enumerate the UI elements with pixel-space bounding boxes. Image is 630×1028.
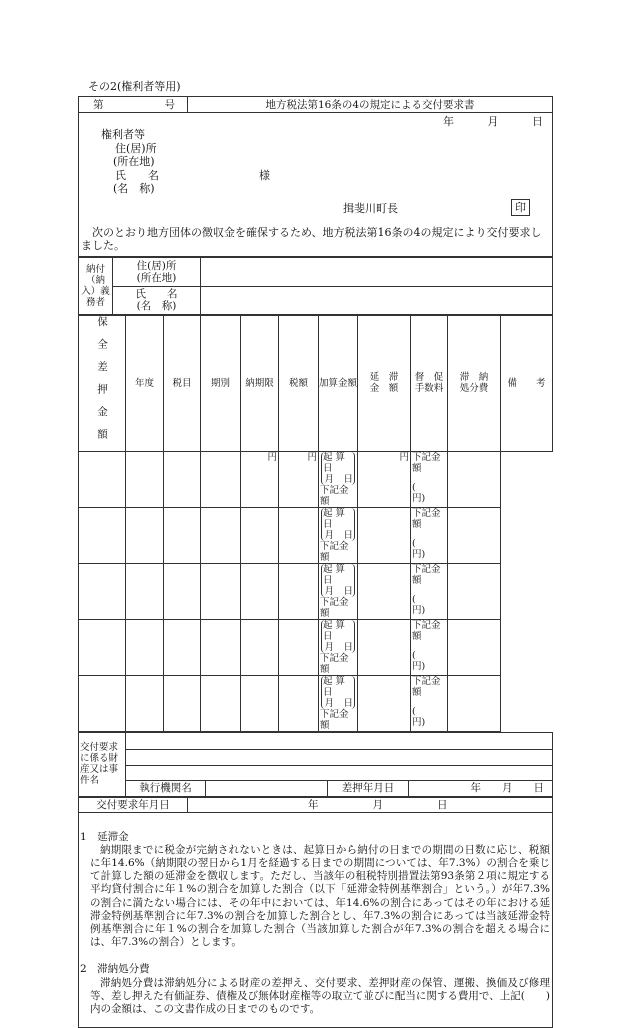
paren-yen-label: ( 円)	[412, 705, 435, 728]
paren-yen-label: ( 円)	[412, 649, 435, 672]
seizure-date-value[interactable]: 年 月 日	[409, 780, 553, 796]
table-cell[interactable]	[411, 507, 448, 563]
issuer-name: 揖斐川町長	[343, 201, 398, 215]
month-day-label: 月 日	[324, 529, 353, 541]
addressee-section	[78, 113, 553, 257]
below-amount-label: 下記金額	[320, 596, 349, 619]
obligor-label: 納付（納入）義務者	[79, 257, 113, 314]
document-title: 地方税法第16条の4の規定による交付要求書	[188, 97, 553, 113]
property-line-3[interactable]	[126, 765, 553, 780]
table-cell[interactable]	[358, 619, 411, 675]
column-header: 加算金額	[319, 315, 358, 451]
table-cell[interactable]	[319, 563, 358, 619]
obligor-address-text: 住(居)所	[136, 259, 177, 272]
protection-table	[78, 315, 553, 732]
table-cell[interactable]	[358, 563, 411, 619]
start-date-bracket	[321, 564, 355, 597]
table-row	[79, 507, 553, 563]
table-cell[interactable]	[279, 507, 319, 563]
table-cell[interactable]	[164, 451, 201, 507]
table-cell[interactable]	[358, 451, 411, 507]
column-header: 督 促 手数料	[411, 315, 448, 451]
table-cell[interactable]	[448, 675, 501, 731]
table-cell[interactable]	[79, 563, 126, 619]
note-disposition-fee-body: 滞納処分費は滞納処分による財産の差押え、交付要求、差押財産の保管、運搬、換価及び修理等、差し押えた有価証券、債権及び無体財産権等の取立て並びに配当に関する費用で、上記( )内の金額は、この文書作成の日までのものです。	[90, 976, 550, 1015]
below-amount-label: 下記金額	[320, 652, 349, 675]
addressee-name-sub: (名 称)	[113, 182, 155, 195]
start-date-bracket	[321, 676, 355, 709]
table-cell[interactable]	[126, 563, 164, 619]
obligor-address-label	[113, 257, 201, 286]
request-date-table	[78, 797, 553, 813]
date-day: 日	[532, 115, 543, 128]
column-header: 税額	[279, 315, 319, 451]
table-row	[79, 619, 553, 675]
exec-org-label: 執行機関名	[126, 780, 206, 796]
table-cell[interactable]	[241, 451, 279, 507]
request-year: 年	[308, 798, 319, 811]
addressee-labels	[81, 128, 550, 196]
paren-yen-label: ( 円)	[412, 481, 435, 504]
table-cell[interactable]	[411, 563, 448, 619]
obligor-address-value[interactable]	[201, 257, 553, 286]
table-cell[interactable]	[126, 675, 164, 731]
below-amount-label: 下記金額	[412, 451, 441, 474]
request-month: 月	[372, 798, 383, 811]
month-day-label: 月 日	[324, 585, 353, 597]
table-cell[interactable]	[319, 507, 358, 563]
below-amount-label: 下記金額	[320, 540, 349, 563]
property-line-2[interactable]	[126, 749, 553, 765]
column-header: 期別	[201, 315, 241, 451]
intro-text: 次のとおり地方団体の徴収金を確保するため、地方税法第16条の4の規定により交付要求しました。	[81, 225, 542, 252]
note-disposition-fee-title: 2 滞納処分費	[80, 963, 150, 976]
issue-date	[443, 115, 543, 128]
property-line-1[interactable]	[126, 732, 553, 749]
start-date-label: 起 算 日	[323, 507, 346, 530]
table-cell[interactable]	[201, 507, 241, 563]
seizure-date-label: 差押年月日	[328, 780, 409, 796]
table-cell[interactable]	[79, 675, 126, 731]
table-cell[interactable]	[164, 675, 201, 731]
table-cell[interactable]	[241, 675, 279, 731]
obligor-name-value[interactable]	[201, 286, 553, 314]
number-prefix: 第	[93, 98, 104, 111]
table-cell[interactable]	[79, 507, 126, 563]
table-cell[interactable]	[164, 619, 201, 675]
table-cell[interactable]	[126, 619, 164, 675]
table-cell[interactable]	[358, 675, 411, 731]
column-header: 延 滞 金 額	[358, 315, 411, 451]
table-cell[interactable]	[279, 619, 319, 675]
column-header: 納期限	[241, 315, 279, 451]
table-cell[interactable]	[241, 507, 279, 563]
column-header: 税目	[164, 315, 201, 451]
addressee-address-sub: (所在地)	[113, 155, 155, 168]
below-amount-label: 下記金額	[412, 563, 441, 586]
table-row	[79, 675, 553, 731]
note-late-fee-body: 納期限までに税金が完納されないときは、起算日から納付の日までの期間の日数に応じ、税額に年14.6%（納期限の翌日から1月を経過する日までの期間については、年7.3%）の割合を乗じて計算した額の延滞金を徴収します。ただし、当該年の租税特別措置法第93条第２項に規定する平均貸付割合に年１%の割合を加算した割合（以下「延滞金特例基準割合」という。）が年7.3%の割合に満たない場合には、その年中においては、年14.6%の割合にあってはその年における延滞金特例基準割合に年7.3%の割合を加算した割合とし、年7.3%の割合にあっては当該延滞金特例基準割合に年１%の割合を加算した割合（当該加算した割合が年7.3%の割合を超える場合には、年7.3%の割合）とします。	[90, 843, 550, 949]
start-date-label: 起 算 日	[323, 675, 346, 698]
table-cell[interactable]	[241, 619, 279, 675]
honorific: 様	[259, 168, 270, 182]
form-label: その2(権利者等用)	[88, 80, 181, 93]
exec-org-value[interactable]	[206, 780, 328, 796]
start-date-label: 起 算 日	[323, 451, 346, 474]
table-cell[interactable]	[201, 563, 241, 619]
table-cell[interactable]	[79, 619, 126, 675]
addressee-heading: 権利者等	[101, 128, 145, 141]
document-number	[79, 97, 188, 113]
table-row	[79, 563, 553, 619]
start-date-bracket	[321, 620, 355, 653]
note-disposition-fee	[80, 963, 550, 1016]
notes-section	[78, 813, 553, 1028]
obligor-name-text: 氏 名	[135, 288, 178, 300]
below-amount-label: 下記金額	[320, 708, 349, 731]
table-cell[interactable]	[201, 675, 241, 731]
yen-unit: 円	[267, 451, 277, 463]
note-late-fee	[80, 831, 550, 950]
obligor-name-sub: (名 称)	[136, 300, 177, 312]
table-cell[interactable]	[319, 451, 358, 507]
below-amount-label: 下記金額	[412, 675, 441, 698]
paren-yen-label: ( 円)	[412, 593, 435, 616]
table-cell[interactable]	[279, 451, 319, 507]
table-cell[interactable]	[448, 619, 501, 675]
property-label: 交付要求に係る財産又は事件名	[79, 732, 126, 796]
table-cell[interactable]	[448, 451, 501, 507]
header-table	[78, 96, 553, 113]
request-date-value[interactable]	[188, 797, 553, 812]
addressee-name: 氏 名	[115, 168, 159, 182]
protection-label	[79, 315, 126, 451]
property-table	[78, 732, 553, 797]
yen-unit: 円	[307, 451, 317, 463]
start-date-label: 起 算 日	[323, 563, 346, 586]
table-cell[interactable]	[319, 675, 358, 731]
paren-yen-label: ( 円)	[412, 537, 435, 560]
request-day: 日	[437, 798, 448, 811]
note-late-fee-title: 1 延滞金	[80, 830, 129, 843]
start-date-bracket	[321, 452, 355, 485]
table-cell[interactable]	[201, 451, 241, 507]
table-cell[interactable]	[448, 563, 501, 619]
table-cell[interactable]	[358, 507, 411, 563]
table-cell[interactable]	[164, 563, 201, 619]
table-cell[interactable]	[411, 675, 448, 731]
table-cell[interactable]	[241, 563, 279, 619]
obligor-table	[78, 257, 553, 315]
below-amount-label: 下記金額	[412, 507, 441, 530]
addressee-address: 住(居)所	[115, 141, 157, 155]
table-cell[interactable]	[164, 507, 201, 563]
table-cell[interactable]	[201, 619, 241, 675]
request-date-label: 交付要求年月日	[79, 797, 188, 812]
column-header: 備 考	[501, 315, 553, 451]
obligor-address-sub: (所在地)	[136, 271, 177, 284]
table-cell[interactable]	[411, 619, 448, 675]
start-date-label: 起 算 日	[323, 619, 346, 642]
month-day-label: 月 日	[324, 473, 353, 485]
seal-mark: 印	[511, 199, 530, 216]
below-amount-label: 下記金額	[320, 484, 349, 507]
obligor-name-label	[113, 286, 201, 314]
table-row	[79, 451, 553, 507]
table-cell[interactable]	[319, 619, 358, 675]
table-cell[interactable]	[279, 563, 319, 619]
table-cell[interactable]	[411, 451, 448, 507]
date-month: 月	[487, 115, 499, 128]
table-cell[interactable]	[79, 451, 126, 507]
column-header: 年度	[126, 315, 164, 451]
month-day-label: 月 日	[324, 697, 353, 709]
table-cell[interactable]	[279, 675, 319, 731]
number-suffix: 号	[164, 98, 175, 111]
protection-label-text: 保全差押金額	[96, 315, 108, 451]
table-cell[interactable]	[126, 451, 164, 507]
table-cell[interactable]	[126, 507, 164, 563]
table-cell[interactable]	[448, 507, 501, 563]
below-amount-label: 下記金額	[412, 619, 441, 642]
column-header: 滞 納 処分費	[448, 315, 501, 451]
yen-unit: 円	[399, 451, 409, 463]
date-year: 年	[443, 115, 454, 128]
start-date-bracket	[321, 508, 355, 541]
month-day-label: 月 日	[324, 641, 353, 653]
